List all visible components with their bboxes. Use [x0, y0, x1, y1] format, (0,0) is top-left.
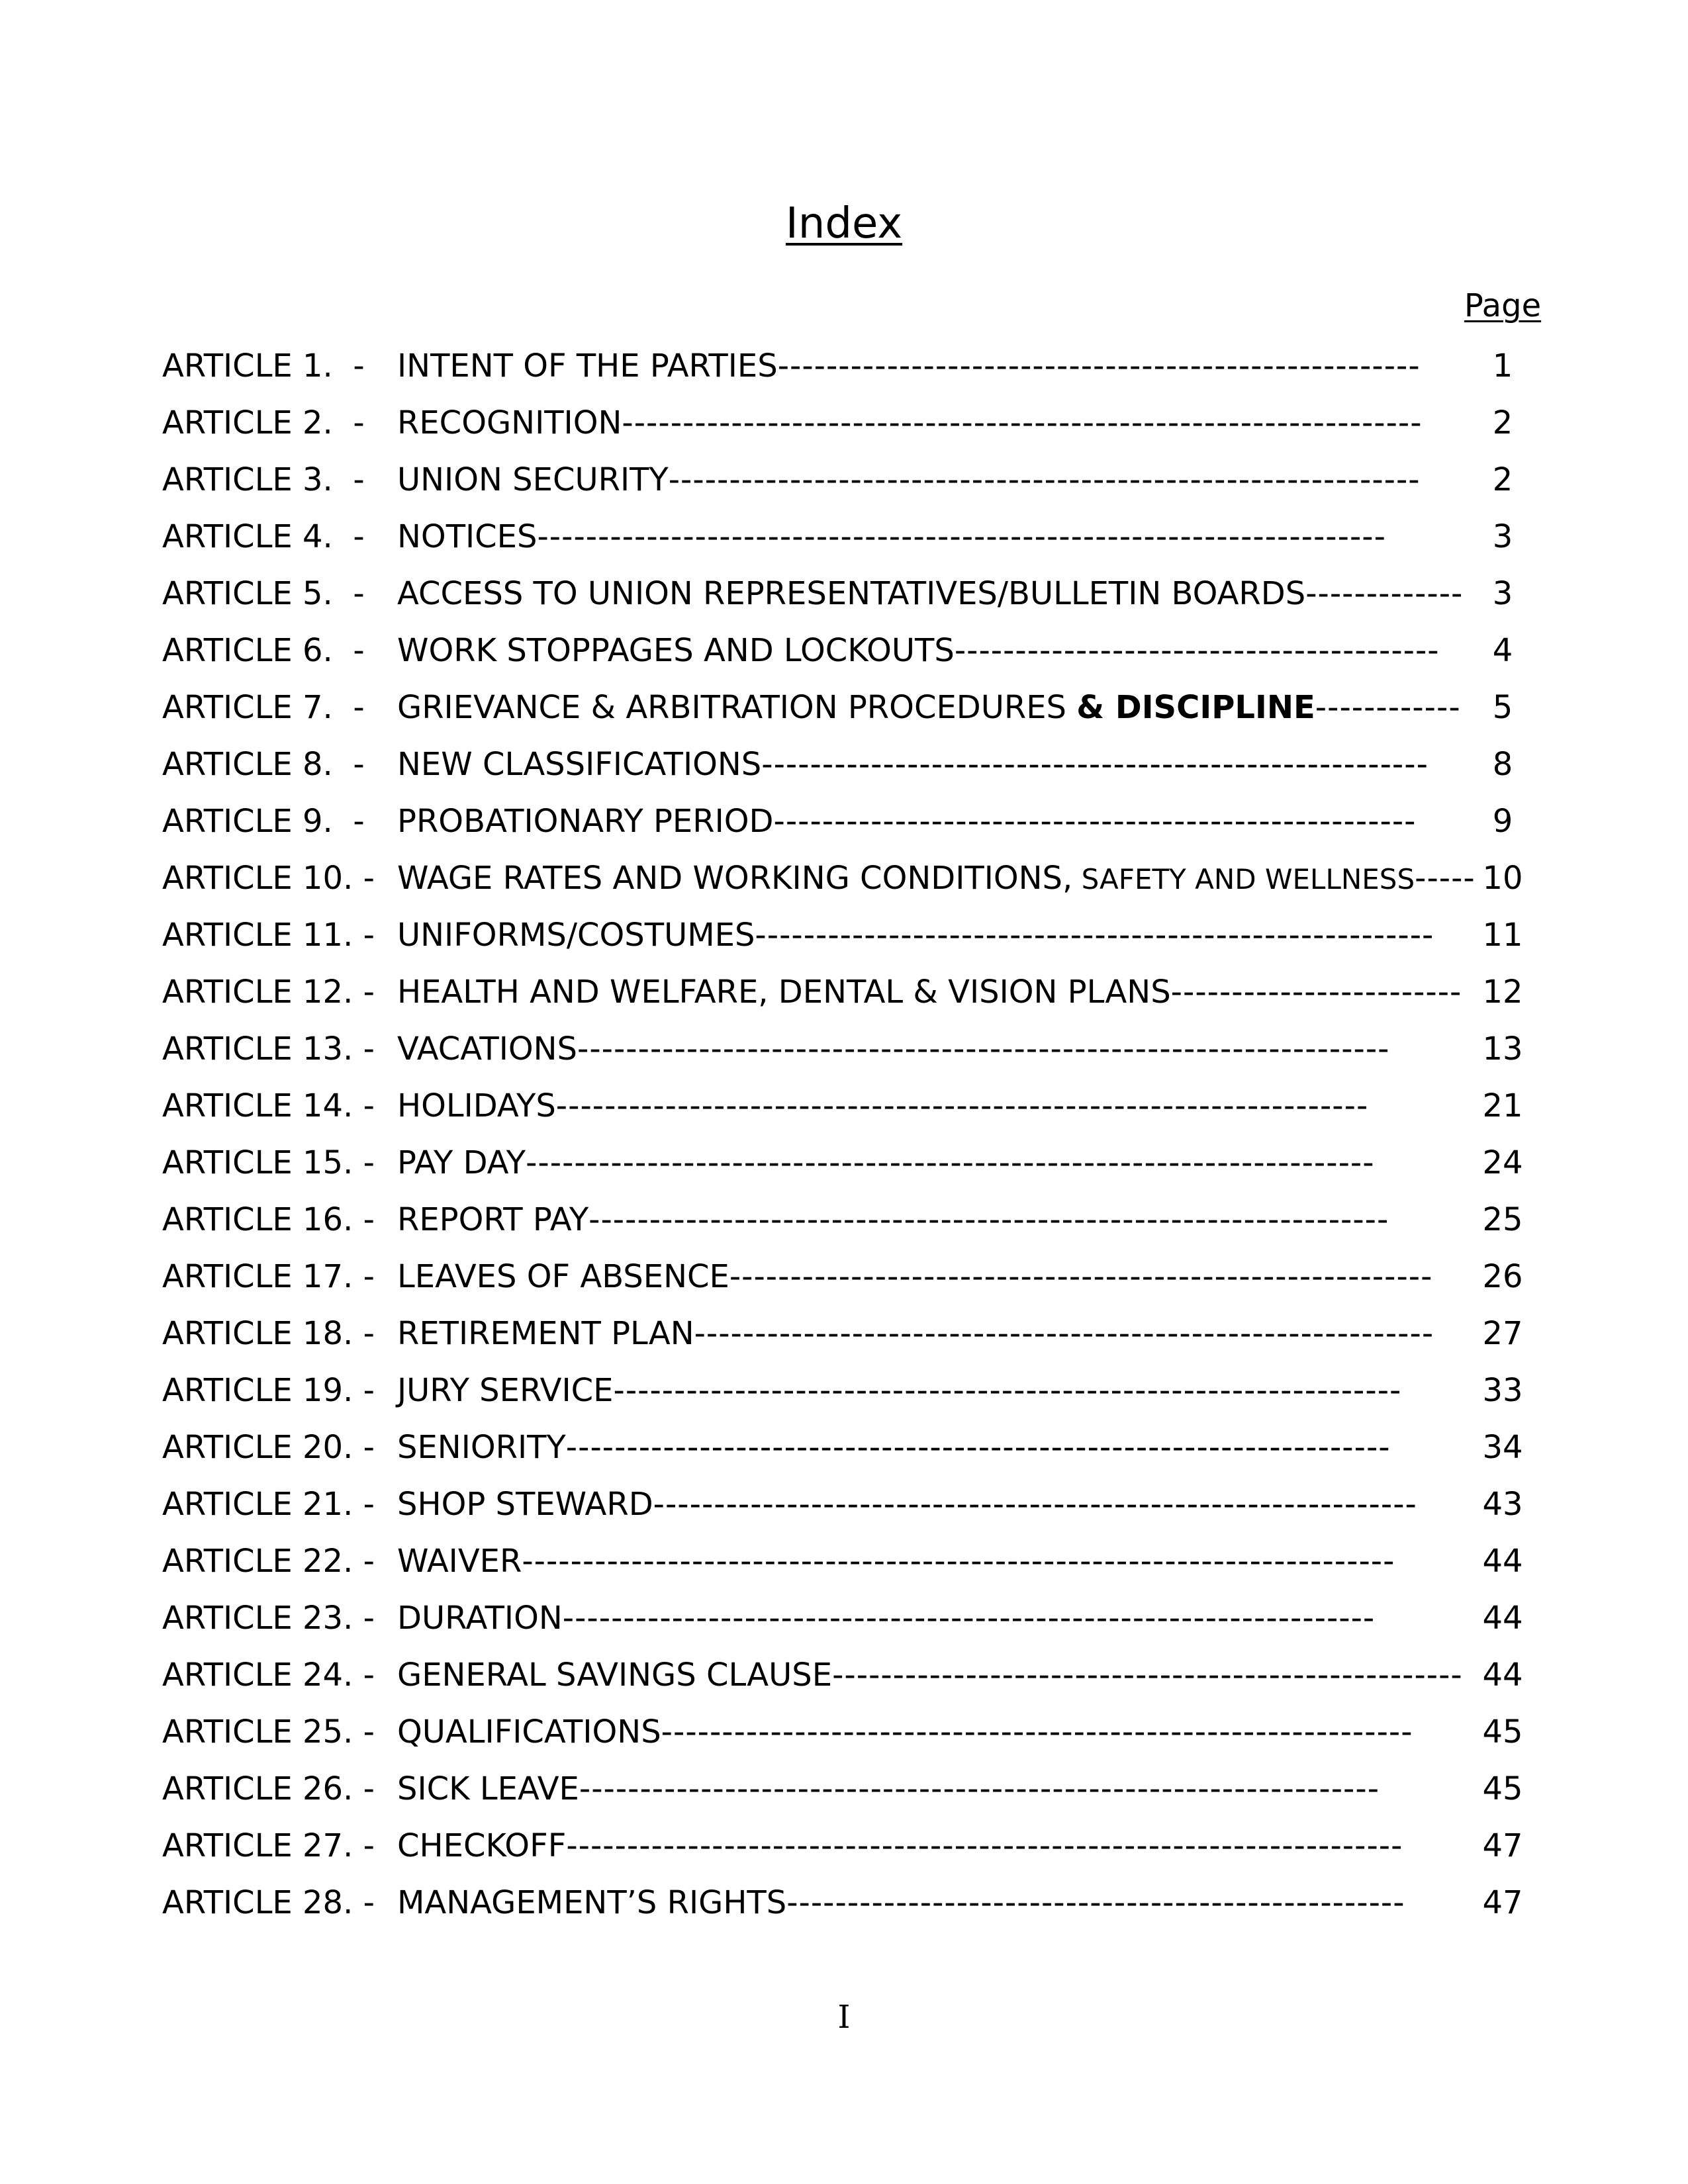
article-page-number: 26	[1482, 1258, 1523, 1295]
article-title: SHOP STEWARD	[397, 1486, 653, 1523]
article-title-cell	[397, 1255, 1440, 1298]
article-title: JURY SERVICE	[397, 1372, 614, 1409]
article-row	[0, 799, 1688, 856]
article-title-small: SAFETY AND WELLNESS	[1072, 863, 1415, 895]
article-title: NEW CLASSIFICATIONS	[397, 746, 762, 783]
article-page-number: 44	[1482, 1600, 1523, 1637]
leader-dashes: ----------------------------------------	[954, 632, 1440, 669]
article-title-cell	[397, 572, 1464, 615]
article-title-cell	[397, 1312, 1440, 1355]
article-row	[0, 1312, 1688, 1369]
index-title-text: Index	[785, 199, 903, 248]
article-row	[0, 458, 1688, 515]
article-label: ARTICLE 4. -	[162, 518, 365, 555]
article-page-number: 10	[1482, 860, 1523, 897]
leader-dashes: ---------------------------------------------------------------	[653, 1486, 1417, 1523]
article-label: ARTICLE 17. -	[162, 1258, 375, 1295]
article-title-cell	[397, 401, 1440, 445]
article-title: HEALTH AND WELFARE, DENTAL & VISION PLANS	[397, 974, 1171, 1011]
article-row	[0, 1653, 1688, 1710]
article-row	[0, 1596, 1688, 1653]
article-row	[0, 1426, 1688, 1482]
article-label: ARTICLE 25. -	[162, 1713, 375, 1751]
article-title-cell	[397, 1198, 1440, 1242]
article-row	[0, 913, 1688, 970]
article-label: ARTICLE 7. -	[162, 689, 365, 726]
article-title: NOTICES	[397, 518, 538, 555]
article-row	[0, 856, 1688, 913]
article-page-number: 12	[1482, 974, 1523, 1011]
article-label: ARTICLE 10. -	[162, 860, 375, 897]
article-title: PAY DAY	[397, 1144, 526, 1181]
article-row	[0, 1710, 1688, 1767]
leader-dashes: -----------------------------------------------------------------	[613, 1372, 1402, 1409]
article-title-cell	[397, 970, 1462, 1014]
article-title: RETIREMENT PLAN	[397, 1315, 694, 1352]
article-label: ARTICLE 16. -	[162, 1201, 375, 1238]
leader-dashes: ------------------------------------------------------------------	[588, 1201, 1389, 1238]
article-title-cell	[397, 629, 1440, 672]
article-title-cell	[397, 686, 1461, 729]
article-page-number: 47	[1482, 1884, 1523, 1921]
article-label: ARTICLE 11. -	[162, 917, 375, 954]
leader-dashes: -------------------------------------------------------	[761, 746, 1429, 783]
article-page-number: 2	[1492, 461, 1513, 498]
article-label: ARTICLE 3. -	[162, 461, 365, 498]
article-row	[0, 572, 1688, 629]
article-title: UNIFORMS/COSTUMES	[397, 917, 755, 954]
article-row	[0, 629, 1688, 686]
article-label: ARTICLE 26. -	[162, 1770, 375, 1807]
article-label: ARTICLE 6. -	[162, 632, 365, 669]
article-title-cell	[397, 1881, 1440, 1925]
article-title: REPORT PAY	[397, 1201, 589, 1238]
article-title-cell	[397, 1824, 1440, 1868]
article-title-cell	[397, 1539, 1440, 1583]
article-title: VACATIONS	[397, 1030, 578, 1068]
article-row	[0, 1027, 1688, 1084]
article-title: QUALIFICATIONS	[397, 1713, 661, 1751]
article-page-number: 21	[1482, 1087, 1523, 1124]
article-row	[0, 1482, 1688, 1539]
leader-dashes: -------------------------------------------------------------------	[577, 1030, 1390, 1068]
article-label: ARTICLE 2. -	[162, 404, 365, 441]
article-label: ARTICLE 22. -	[162, 1543, 375, 1580]
leader-dashes: -------------------------------------------------------------------	[555, 1087, 1369, 1124]
article-row	[0, 344, 1688, 401]
article-title-cell	[397, 1084, 1440, 1128]
article-title: ACCESS TO UNION REPRESENTATIVES/BULLETIN BOARDS	[397, 575, 1306, 612]
leader-dashes: ---------------------------------------------------------------------	[566, 1827, 1403, 1864]
page-column-header-text: Page	[1464, 287, 1542, 324]
article-page-number: 1	[1492, 347, 1513, 385]
article-label: ARTICLE 1. -	[162, 347, 365, 385]
article-title-cell	[397, 515, 1440, 559]
article-row	[0, 686, 1688, 743]
leader-dashes: ------------	[1315, 689, 1461, 726]
leader-dashes: -------------	[1305, 575, 1464, 612]
leader-dashes: ------------------------------------------------------------------	[579, 1770, 1380, 1807]
article-page-number: 24	[1482, 1144, 1523, 1181]
article-title: HOLIDAYS	[397, 1087, 556, 1124]
article-row	[0, 401, 1688, 458]
article-page-number: 8	[1492, 746, 1513, 783]
article-list	[0, 344, 1688, 1938]
article-title: RECOGNITION	[397, 404, 622, 441]
leader-dashes: -----------------------------------------------------	[777, 347, 1421, 385]
article-title-cell	[397, 1767, 1440, 1811]
article-title: GENERAL SAVINGS CLAUSE	[397, 1657, 833, 1694]
article-page-number: 33	[1482, 1372, 1523, 1409]
leader-dashes: ----------------------------------------------------------	[729, 1258, 1433, 1295]
leader-dashes: ----------------------------------------------------------------------	[526, 1144, 1375, 1181]
leader-dashes: -----------------------------------------------------	[773, 803, 1417, 840]
footer-page-number: I	[837, 1999, 851, 2036]
article-row	[0, 515, 1688, 572]
article-title: DURATION	[397, 1600, 563, 1637]
article-page-number: 3	[1492, 575, 1513, 612]
article-label: ARTICLE 12. -	[162, 974, 375, 1011]
article-title-cell	[397, 1653, 1463, 1697]
article-page-number: 45	[1482, 1713, 1523, 1751]
leader-dashes: ----------------------------------------------------------------------	[537, 518, 1386, 555]
article-label: ARTICLE 15. -	[162, 1144, 375, 1181]
article-label: ARTICLE 24. -	[162, 1657, 375, 1694]
page-column-header	[1443, 286, 1562, 326]
article-title-cell	[397, 913, 1440, 957]
leader-dashes: -------------------------------------------------------------------	[562, 1600, 1376, 1637]
article-label: ARTICLE 13. -	[162, 1030, 375, 1068]
article-label: ARTICLE 27. -	[162, 1827, 375, 1864]
article-label: ARTICLE 23. -	[162, 1600, 375, 1637]
article-page-number: 25	[1482, 1201, 1523, 1238]
article-label: ARTICLE 21. -	[162, 1486, 375, 1523]
article-label: ARTICLE 9. -	[162, 803, 365, 840]
article-page-number: 11	[1482, 917, 1523, 954]
leader-dashes: --------------------------------------------------------------------	[565, 1429, 1391, 1466]
article-page-number: 9	[1492, 803, 1513, 840]
article-label: ARTICLE 20. -	[162, 1429, 375, 1466]
article-title-cell	[397, 1426, 1440, 1469]
article-label: ARTICLE 28. -	[162, 1884, 375, 1921]
article-row	[0, 1539, 1688, 1596]
article-row	[0, 1084, 1688, 1141]
leader-dashes: --------------------------------------------------------	[755, 917, 1434, 954]
leader-dashes: -------------------------------------------------------------	[694, 1315, 1434, 1352]
article-title: GRIEVANCE & ARBITRATION PROCEDURES	[397, 689, 1077, 726]
article-page-number: 27	[1482, 1315, 1523, 1352]
article-page-number: 4	[1492, 632, 1513, 669]
article-title-cell	[397, 344, 1440, 388]
article-title: INTENT OF THE PARTIES	[397, 347, 778, 385]
article-page-number: 2	[1492, 404, 1513, 441]
article-title: MANAGEMENT’S RIGHTS	[397, 1884, 787, 1921]
article-row	[0, 1881, 1688, 1938]
article-title: WORK STOPPAGES AND LOCKOUTS	[397, 632, 955, 669]
article-page-number: 34	[1482, 1429, 1523, 1466]
article-title-cell	[397, 1369, 1440, 1412]
article-label: ARTICLE 8. -	[162, 746, 365, 783]
leader-dashes: ------------------------------------------------------------------	[622, 404, 1423, 441]
article-title-cell	[397, 458, 1440, 502]
article-row	[0, 1198, 1688, 1255]
article-page-number: 44	[1482, 1543, 1523, 1580]
article-row	[0, 1767, 1688, 1824]
leader-dashes: ----------------------------------------------------	[832, 1657, 1463, 1694]
leader-dashes: ------------------------------------------------------------------------	[522, 1543, 1395, 1580]
article-title: WAGE RATES AND WORKING CONDITIONS,	[397, 860, 1073, 897]
index-title	[0, 197, 1688, 250]
article-title: SENIORITY	[397, 1429, 566, 1466]
article-label: ARTICLE 18. -	[162, 1315, 375, 1352]
article-title: PROBATIONARY PERIOD	[397, 803, 774, 840]
article-row	[0, 1824, 1688, 1881]
leader-dashes: --------------------------------------------------------------	[668, 461, 1421, 498]
article-page-number: 13	[1482, 1030, 1523, 1068]
article-row	[0, 1141, 1688, 1198]
article-label: ARTICLE 19. -	[162, 1372, 375, 1409]
article-title-cell	[397, 1482, 1440, 1526]
article-title-cell	[397, 1710, 1440, 1754]
article-label: ARTICLE 5. -	[162, 575, 365, 612]
article-title-cell	[397, 1027, 1440, 1071]
article-page-number: 5	[1492, 689, 1513, 726]
article-title-cell	[397, 856, 1476, 901]
leader-dashes: ------------------------	[1170, 974, 1462, 1011]
article-title: WAIVER	[397, 1543, 522, 1580]
article-title-cell	[397, 1596, 1440, 1640]
article-title: UNION SECURITY	[397, 461, 669, 498]
article-title: SICK LEAVE	[397, 1770, 579, 1807]
article-page-number: 3	[1492, 518, 1513, 555]
article-page-number: 44	[1482, 1657, 1523, 1694]
article-row	[0, 1369, 1688, 1426]
article-row	[0, 1255, 1688, 1312]
article-title-bold: & DISCIPLINE	[1076, 689, 1315, 726]
leader-dashes: -----	[1415, 860, 1476, 897]
article-page-number: 45	[1482, 1770, 1523, 1807]
article-title-cell	[397, 743, 1440, 786]
article-title-cell	[397, 1141, 1440, 1185]
article-label: ARTICLE 14. -	[162, 1087, 375, 1124]
leader-dashes: ---------------------------------------------------	[786, 1884, 1405, 1921]
article-page-number: 47	[1482, 1827, 1523, 1864]
article-row	[0, 970, 1688, 1027]
article-title-cell	[397, 799, 1440, 843]
leader-dashes: --------------------------------------------------------------	[661, 1713, 1413, 1751]
article-title: CHECKOFF	[397, 1827, 567, 1864]
article-page-number: 43	[1482, 1486, 1523, 1523]
article-title: LEAVES OF ABSENCE	[397, 1258, 729, 1295]
article-row	[0, 743, 1688, 799]
